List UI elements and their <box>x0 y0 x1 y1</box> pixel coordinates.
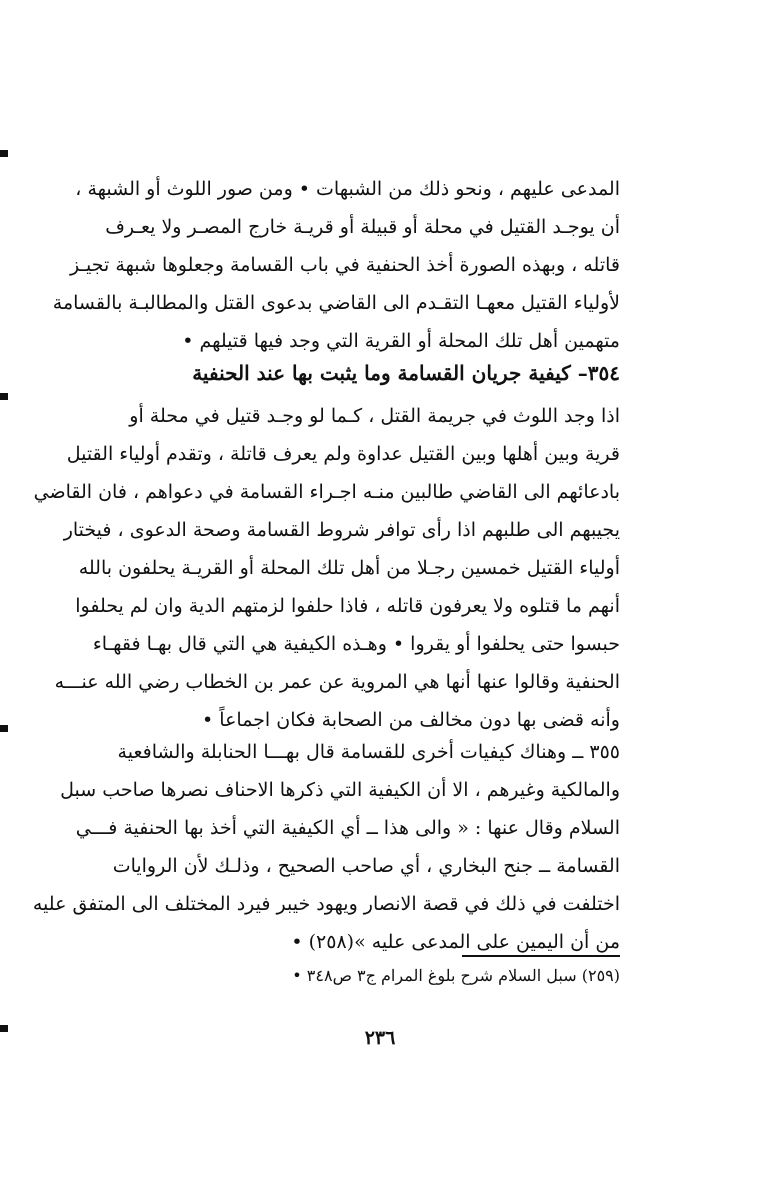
text-line: قاتله ، وبهذه الصورة أخذ الحنفية في باب القسامة وجعلوها شبهة تجيـز <box>69 254 620 276</box>
text-line: بادعائهم الى القاضي طالبين منـه اجـراء القسامة في دعواهم ، فان القاضي <box>33 481 620 503</box>
text-line: المدعى عليهم ، ونحو ذلك من الشبهات • ومن صور اللوث أو الشبهة ، <box>75 178 620 200</box>
text-line: من أن اليمين على المدعى عليه »(٢٥٨) • <box>291 931 620 953</box>
margin-mark <box>0 150 8 157</box>
margin-mark <box>0 1025 8 1032</box>
section-heading: ٣٥٤– كيفية جريان القسامة وما يثبت بها عند الحنفية <box>192 361 620 385</box>
text-line: الحنفية وقالوا عنها أنها هي المروية عن عمر بن الخطاب رضي الله عنـــه <box>54 671 620 693</box>
text-line: قرية وبين أهلها وبين القتيل عداوة ولم يعرف قاتلة ، وتقدم أولياء القتيل <box>66 443 620 465</box>
footnote-separator <box>462 955 620 957</box>
paragraph-1 <box>52 170 620 360</box>
text-line: متهمين أهل تلك المحلة أو القرية التي وجد فيها قتيلهم • <box>182 330 620 352</box>
text-line: ٣٥٥ ــ وهناك كيفيات أخرى للقسامة قال بهـــا الحنابلة والشافعية <box>117 741 620 763</box>
paragraph-2 <box>33 397 620 739</box>
text-line: اختلفت في ذلك في قصة الانصار ويهود خيبر فيرد المختلف الى المتفق عليه <box>32 893 620 915</box>
text-line: أن يوجـد القتيل في محلة أو قبيلة أو قريـة خارج المصـر ولا يعـرف <box>105 216 620 238</box>
text-line: حبسوا حتى يحلفوا أو يقروا • وهـذه الكيفية هي التي قال بهـا فقهـاء <box>92 633 620 655</box>
text-line: القسامة ــ جنح البخاري ، أي صاحب الصحيح ، وذلـك لأن الروايات <box>112 855 620 877</box>
page-number: ٢٣٦ <box>364 1027 396 1049</box>
margin-mark <box>0 725 8 732</box>
text-line: السلام وقال عنها : « والى هذا ــ أي الكيفية التي أخذ بها الحنفية فـــي <box>75 817 620 839</box>
text-line: وأنه قضى بها دون مخالف من الصحابة فكان اجماعاً • <box>202 709 620 731</box>
footnote: (٢٥٩) سبل السلام شرح بلوغ المرام ج٣ ص٣٤٨ • <box>292 966 620 985</box>
margin-mark <box>0 393 8 400</box>
text-line: يجيبهم الى طلبهم اذا رأى توافر شروط القسامة وصحة الدعوى ، فيختار <box>63 519 620 541</box>
text-line: أولياء القتيل خمسين رجـلا من أهل تلك المحلة أو القريـة يحلفون بالله <box>78 557 620 579</box>
text-line: لأولياء القتيل معهـا التقـدم الى القاضي بدعوى القتل والمطالبـة بالقسامة <box>52 292 620 314</box>
text-line: اذا وجد اللوث في جريمة القتل ، كـما لو وجـد قتيل في محلة أو <box>129 405 620 427</box>
text-line: أنهم ما قتلوه ولا يعرفون قاتله ، فاذا حلفوا لزمتهم الدية وان لم يحلفوا <box>75 595 620 617</box>
text-line: والمالكية وغيرهم ، الا أن الكيفية التي ذكرها الاحناف نصرها صاحب سبل <box>60 779 620 801</box>
paragraph-3 <box>32 733 620 961</box>
